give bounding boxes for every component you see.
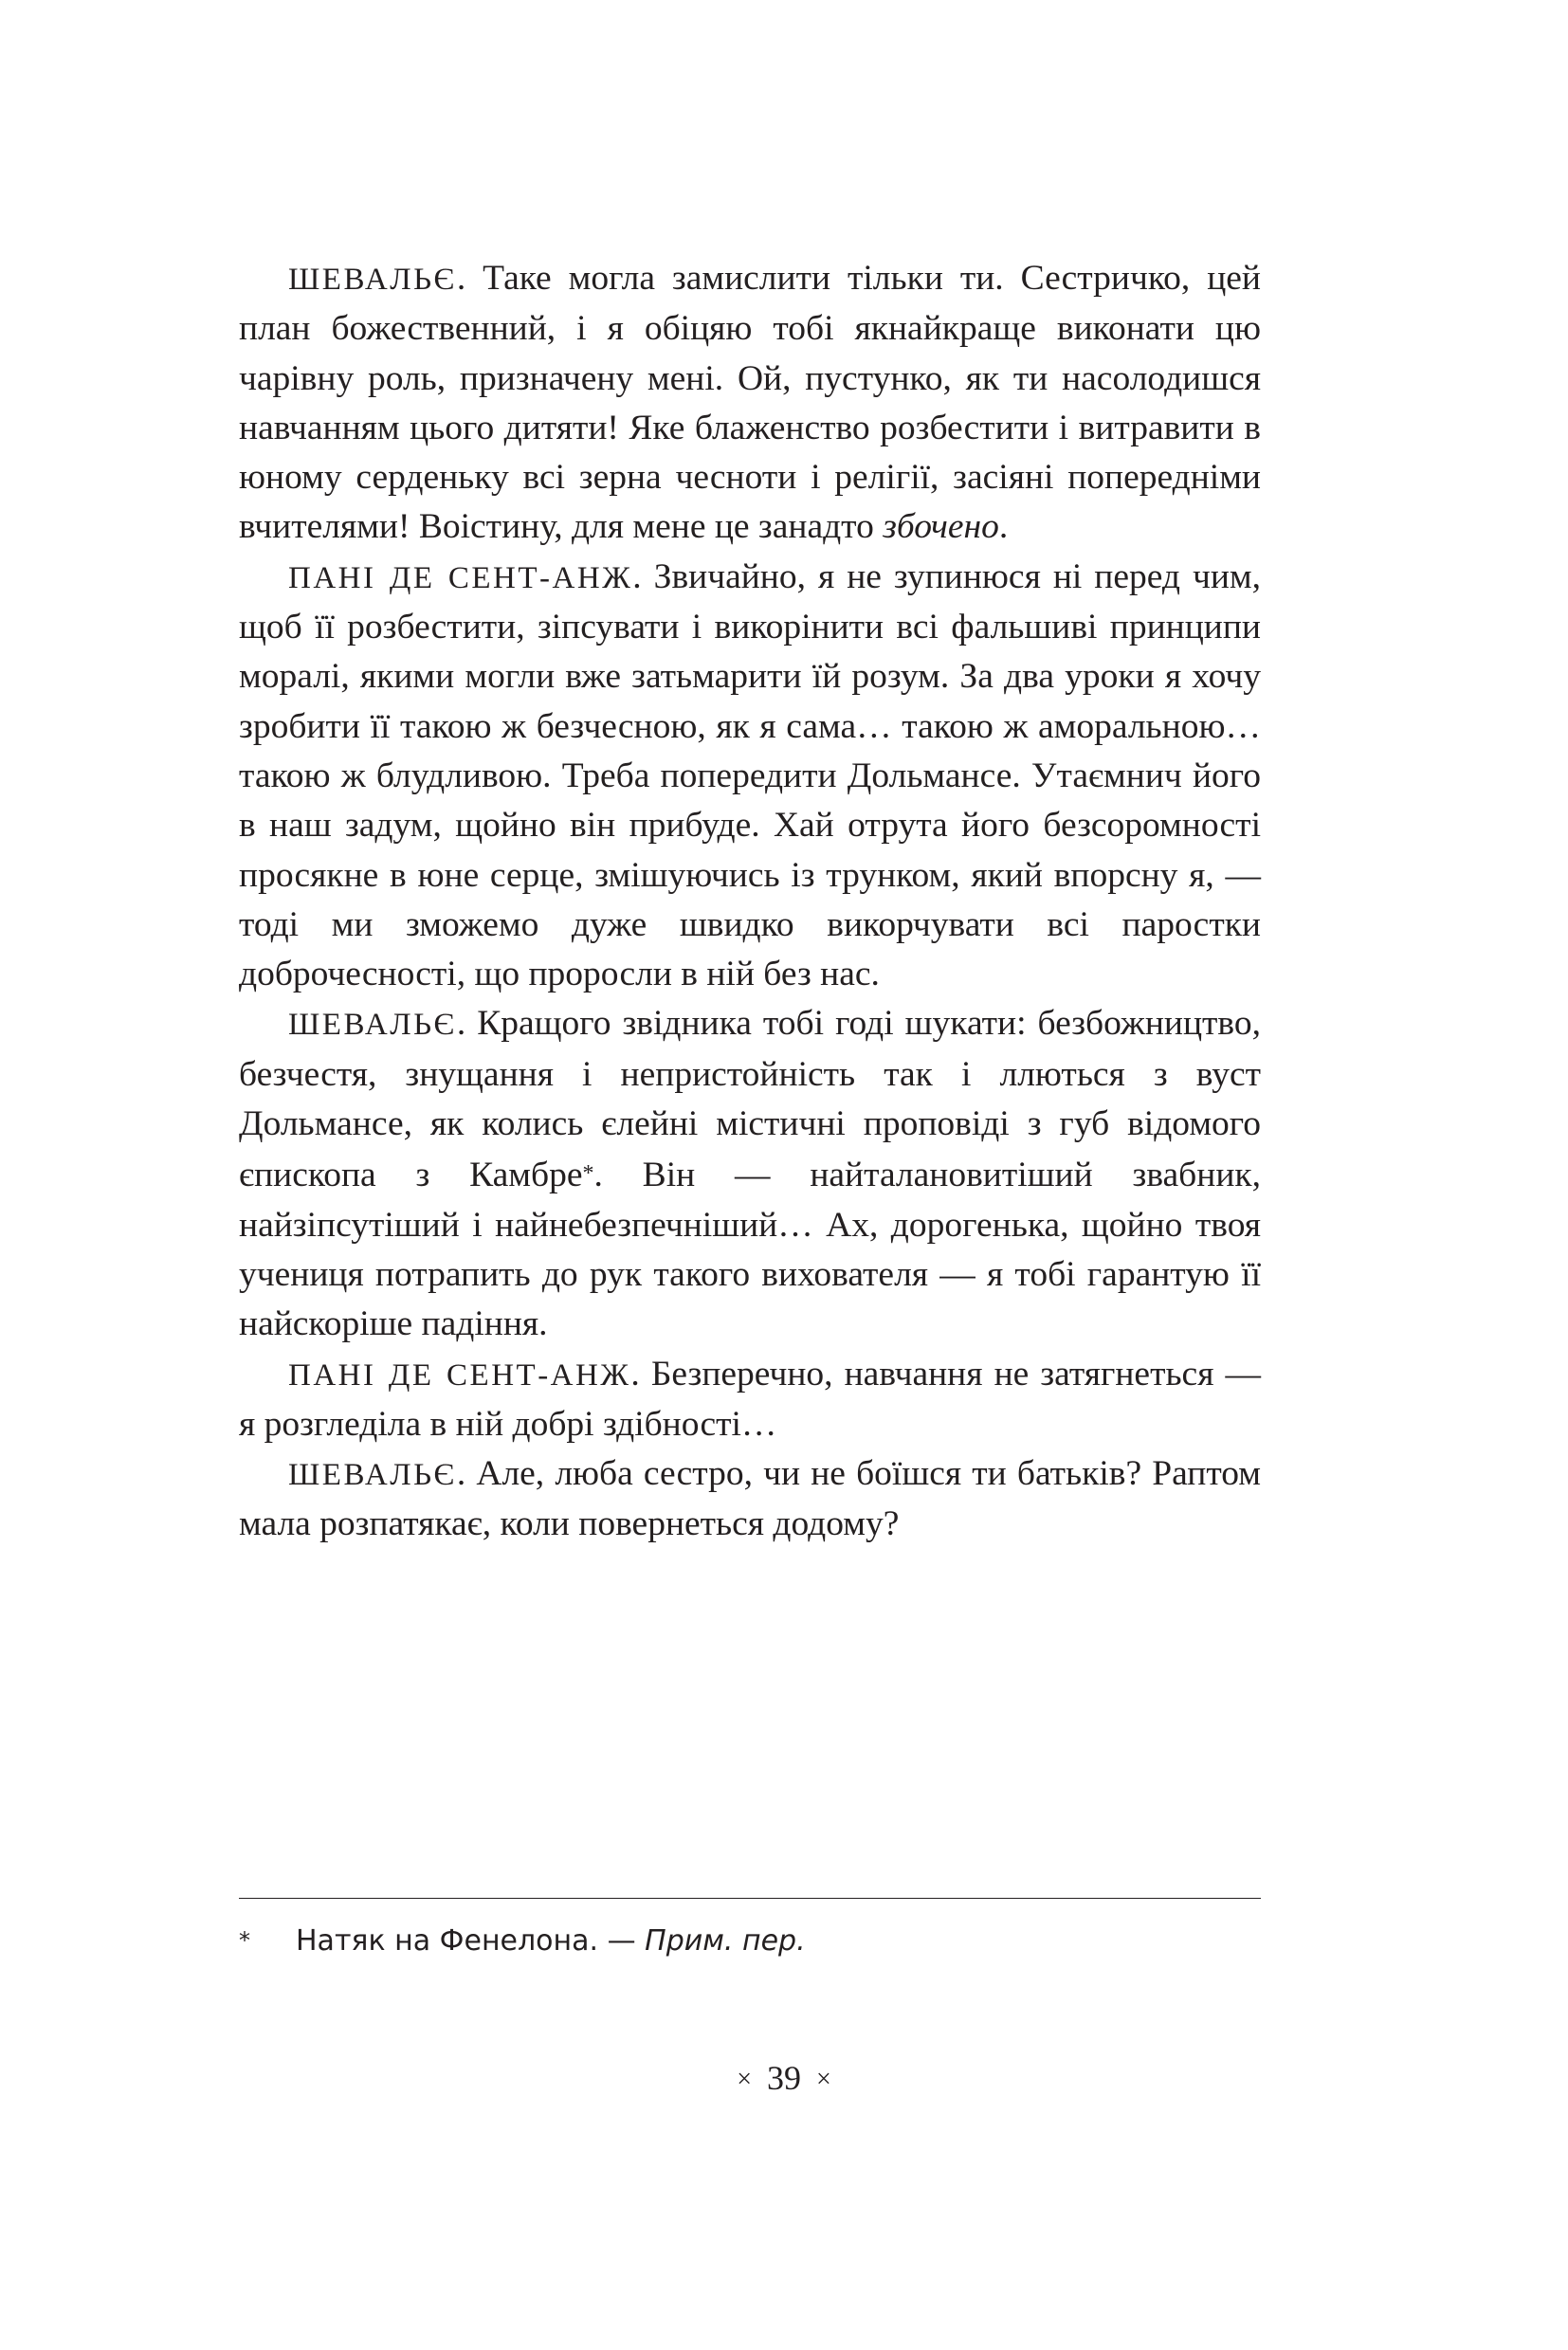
paragraph-text: Таке могла замислити тільки ти. Сестричко, цей план божественний, і я обіцяю тобі якнайкраще виконати цю чарівну роль, призначену мені. Ой, пустунко, як ти насолодишся навчанням цього дитяти! Яке блаженство розбестити і витравити в юному серденьку всі зерна чесноти і релігії, засіяні попередніми вчителями! Воістину, для мене це занадто (239, 259, 1261, 547)
speaker-name: ПАНІ ДЕ СЕНТ-АНЖ (288, 560, 633, 595)
cross-ornament-icon: × (816, 2065, 831, 2094)
footnote-divider (239, 1898, 1261, 1899)
footnote-attribution: Прим. пер. (645, 1924, 806, 1958)
speaker-separator: . (630, 1354, 640, 1394)
paragraph-text: Звичайно, я не зупинюся ні перед чим, щоб її розбестити, зіпсувати і викорінити всі фальшиві принципи моралі, якими могли вже затьмарити їй розум. За два уроки я хочу зробити її такою ж безчесною, як я сама… такою ж аморальною… такою ж блудливою. Треба попередити Дольмансе. Утаємнич його в наш задум, щойно він прибуде. Хай отрута його безсоромності просякне в юне серце, змішуючись із трунком, який впорсну я, — тоді ми зможемо дуже швидко викорчувати всі паростки доброчесності, що проросли в ній без нас. (239, 556, 1262, 994)
page-number-value: 39 (767, 2059, 801, 2097)
paragraph (239, 999, 1261, 1349)
speaker-separator: . (456, 1004, 466, 1044)
paragraph (239, 254, 1261, 553)
emphasis-text: збочено (883, 507, 999, 547)
footnote-text: Натяк на Фенелона. — (296, 1924, 636, 1958)
footnote-marker: * (239, 1927, 250, 1954)
footnote (239, 1920, 1261, 1962)
speaker-name: ШЕВАЛЬЄ (288, 1008, 457, 1043)
paragraph-text: Кращого звідника тобі годі шукати: безбожництво, безчестя, знущання і непристойність так і ллються з вуст Дольмансе, як колись єлейні містичні проповіді з губ відомого єпископа з Камбре (239, 1004, 1261, 1195)
paragraph-text: Безперечно, навчання не затягнеться — я розгледіла в ній добрі здібності… (239, 1354, 1262, 1444)
page-number (0, 2057, 1568, 2101)
speaker-name: ШЕВАЛЬЄ (288, 263, 457, 297)
paragraph (239, 1449, 1261, 1550)
speaker-separator: . (632, 556, 642, 596)
paragraph (239, 553, 1261, 1000)
paragraph-text: Але, люба сестро, чи не боїшся ти батьків? Раптом мала розпатякає, коли повернеться додому? (239, 1454, 1261, 1544)
footnote-reference[interactable]: * (582, 1161, 594, 1187)
speaker-name: ПАНІ ДЕ СЕНТ-АНЖ (288, 1357, 631, 1393)
cross-ornament-icon: × (737, 2065, 752, 2094)
speaker-name: ШЕВАЛЬЄ (288, 1458, 457, 1493)
paragraph (239, 1350, 1261, 1450)
speaker-separator: . (456, 1454, 466, 1494)
paragraph-text-continued: . Він — найталановитіший звабник, найзіпсутіший і найнебезпечніший… Ах, дорогенька, щойно твоя учениця потрапить до рук такого вихователя — я тобі гарантую її найскоріше падіння. (239, 1156, 1261, 1344)
speaker-separator: . (456, 259, 466, 298)
body-text (239, 254, 1261, 1550)
paragraph-end: . (998, 507, 1009, 547)
